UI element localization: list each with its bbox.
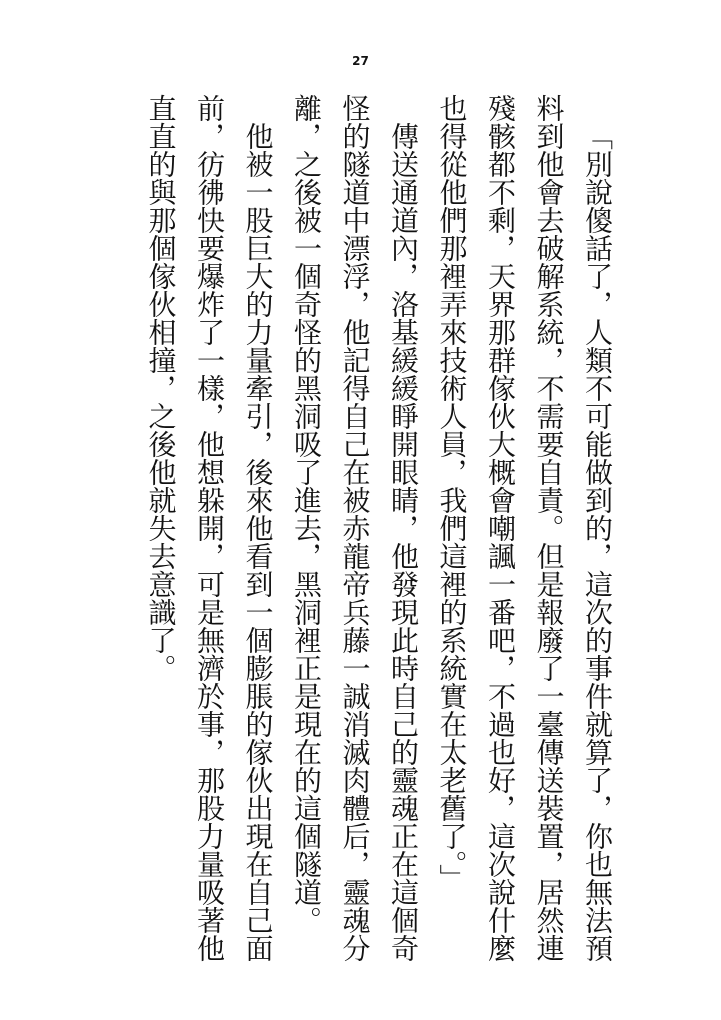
body-text [136,94,621,974]
paragraph-tunnel: 傳送通道內，洛基緩緩睜開眼睛，他發現此時自己的靈魂正在這個奇怪的隧道中漂浮，他記得自己在被赤龍帝兵藤一誠消滅肉體后，靈魂分離，之後被一個奇怪的黑洞吸了進去，黑洞裡正是現在的這個隧道。 [290,94,420,962]
page-number: 27 [352,54,369,68]
paragraph-collision: 他被一股巨大的力量牽引，後來他看到一個膨脹的傢伙出現在自己面前，彷彿快要爆炸了一樣，他想躲開，可是無濟於事，那股力量吸著他直直的與那個傢伙相撞，之後他就失去意識了。 [144,94,275,962]
paragraph-dialogue: 「別說傻話了，人類不可能做到的，這次的事件就算了，你也無法預料到他會去破解系統，不需要自責。但是報廢了一臺傳送裝置，居然連殘骸都不剩，天界那群傢伙大概會嘲諷一番吧，不過也好，這次說什麼也得從他們那裡弄來技術人員，我們這裡的系統實在太老舊了。」 [435,94,614,962]
